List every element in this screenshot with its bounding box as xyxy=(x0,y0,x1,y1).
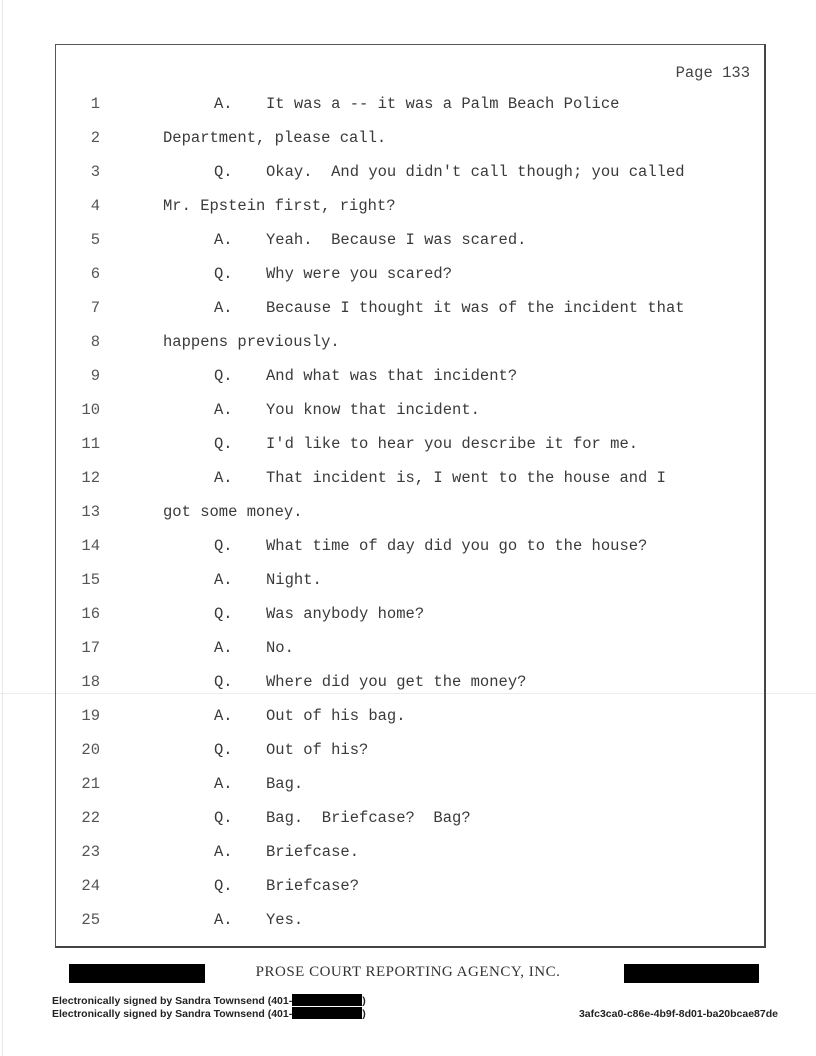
transcript-line xyxy=(56,631,756,665)
redaction-block-phone xyxy=(292,994,362,1006)
transcript-line xyxy=(56,291,756,325)
line-number: 15 xyxy=(81,571,100,589)
speaker-label: A. xyxy=(214,639,233,657)
transcript-line xyxy=(56,155,756,189)
signature-text: Electronically signed by Sandra Townsend (401- xyxy=(52,1008,293,1020)
line-number: 24 xyxy=(81,877,100,895)
speaker-label: Q. xyxy=(214,367,233,385)
transcript-line xyxy=(56,427,756,461)
testimony-text: It was a -- it was a Palm Beach Police xyxy=(266,95,620,113)
line-number: 10 xyxy=(81,401,100,419)
line-number: 19 xyxy=(81,707,100,725)
testimony-text: Why were you scared? xyxy=(266,265,453,283)
signature-close-paren: ) xyxy=(362,995,366,1007)
transcript-line xyxy=(56,223,756,257)
testimony-text: No. xyxy=(266,639,294,657)
continuation-text: got some money. xyxy=(163,503,303,521)
transcript-line xyxy=(56,325,756,359)
line-number: 25 xyxy=(81,911,100,929)
testimony-text: Bag. xyxy=(266,775,304,793)
line-number: 16 xyxy=(81,605,100,623)
testimony-text: Yes. xyxy=(266,911,304,929)
transcript-line xyxy=(56,597,756,631)
scan-edge-line xyxy=(2,0,3,1056)
speaker-label: A. xyxy=(214,775,233,793)
speaker-label: Q. xyxy=(214,741,233,759)
transcript-line xyxy=(56,359,756,393)
transcript-line xyxy=(56,257,756,291)
signature-line-2 xyxy=(52,1007,366,1020)
testimony-text: Bag. Briefcase? Bag? xyxy=(266,809,471,827)
transcript-line xyxy=(56,767,756,801)
signature-close-paren: ) xyxy=(362,1008,366,1020)
line-number: 4 xyxy=(90,197,100,215)
testimony-text: Where did you get the money? xyxy=(266,673,527,691)
transcript-line xyxy=(56,665,756,699)
line-number: 17 xyxy=(81,639,100,657)
line-number: 13 xyxy=(81,503,100,521)
testimony-text: Because I thought it was of the incident that xyxy=(266,299,685,317)
transcript-line xyxy=(56,733,756,767)
line-number: 23 xyxy=(81,843,100,861)
line-number: 21 xyxy=(81,775,100,793)
transcript-line xyxy=(56,121,756,155)
continuation-text: happens previously. xyxy=(163,333,340,351)
line-number: 6 xyxy=(90,265,100,283)
speaker-label: Q. xyxy=(214,537,233,555)
speaker-label: Q. xyxy=(214,877,233,895)
line-number: 12 xyxy=(81,469,100,487)
testimony-text: Yeah. Because I was scared. xyxy=(266,231,527,249)
line-number: 18 xyxy=(81,673,100,691)
page-number: Page 133 xyxy=(675,64,750,82)
speaker-label: A. xyxy=(214,299,233,317)
reporting-agency-name: PROSE COURT REPORTING AGENCY, INC. xyxy=(255,964,561,980)
testimony-text: What time of day did you go to the house? xyxy=(266,537,648,555)
transcript-page-frame xyxy=(55,44,766,948)
transcript-line xyxy=(56,563,756,597)
document-hash: 3afc3ca0-c86e-4b9f-8d01-ba20bcae87de xyxy=(578,1008,778,1020)
transcript-line xyxy=(56,189,756,223)
testimony-text: And what was that incident? xyxy=(266,367,518,385)
signature-text: Electronically signed by Sandra Townsend (401- xyxy=(52,995,293,1007)
speaker-label: A. xyxy=(214,401,233,419)
speaker-label: Q. xyxy=(214,435,233,453)
line-number: 8 xyxy=(90,333,100,351)
speaker-label: A. xyxy=(214,707,233,725)
line-number: 14 xyxy=(81,537,100,555)
footer xyxy=(0,964,816,984)
speaker-label: A. xyxy=(214,231,233,249)
line-number: 11 xyxy=(81,435,100,453)
testimony-text: That incident is, I went to the house and I xyxy=(266,469,666,487)
continuation-text: Department, please call. xyxy=(163,129,387,147)
transcript-line xyxy=(56,529,756,563)
speaker-label: A. xyxy=(214,911,233,929)
testimony-text: Okay. And you didn't call though; you called xyxy=(266,163,685,181)
speaker-label: Q. xyxy=(214,673,233,691)
signature-line-1 xyxy=(52,994,366,1007)
testimony-text: Briefcase? xyxy=(266,877,360,895)
transcript-line xyxy=(56,87,756,121)
continuation-text: Mr. Epstein first, right? xyxy=(163,197,396,215)
speaker-label: Q. xyxy=(214,163,233,181)
speaker-label: A. xyxy=(214,843,233,861)
line-number: 1 xyxy=(90,95,100,113)
line-number: 5 xyxy=(90,231,100,249)
testimony-text: Out of his? xyxy=(266,741,369,759)
line-number: 9 xyxy=(90,367,100,385)
redaction-block-phone xyxy=(292,1007,362,1019)
line-number: 20 xyxy=(81,741,100,759)
line-number: 22 xyxy=(81,809,100,827)
transcript-line xyxy=(56,801,756,835)
speaker-label: Q. xyxy=(214,605,233,623)
speaker-label: Q. xyxy=(214,809,233,827)
speaker-label: A. xyxy=(214,95,233,113)
testimony-text: You know that incident. xyxy=(266,401,480,419)
testimony-text: I'd like to hear you describe it for me. xyxy=(266,435,639,453)
transcript-line xyxy=(56,461,756,495)
line-number: 7 xyxy=(90,299,100,317)
transcript-line xyxy=(56,869,756,903)
speaker-label: A. xyxy=(214,571,233,589)
transcript-line xyxy=(56,903,756,937)
testimony-text: Was anybody home? xyxy=(266,605,425,623)
line-number: 2 xyxy=(90,129,100,147)
line-number: 3 xyxy=(90,163,100,181)
speaker-label: Q. xyxy=(214,265,233,283)
testimony-text: Briefcase. xyxy=(266,843,360,861)
transcript-line xyxy=(56,835,756,869)
speaker-label: A. xyxy=(214,469,233,487)
redaction-block-right xyxy=(624,964,759,983)
testimony-text: Out of his bag. xyxy=(266,707,406,725)
transcript-line xyxy=(56,393,756,427)
transcript-line xyxy=(56,699,756,733)
testimony-text: Night. xyxy=(266,571,322,589)
transcript-line xyxy=(56,495,756,529)
